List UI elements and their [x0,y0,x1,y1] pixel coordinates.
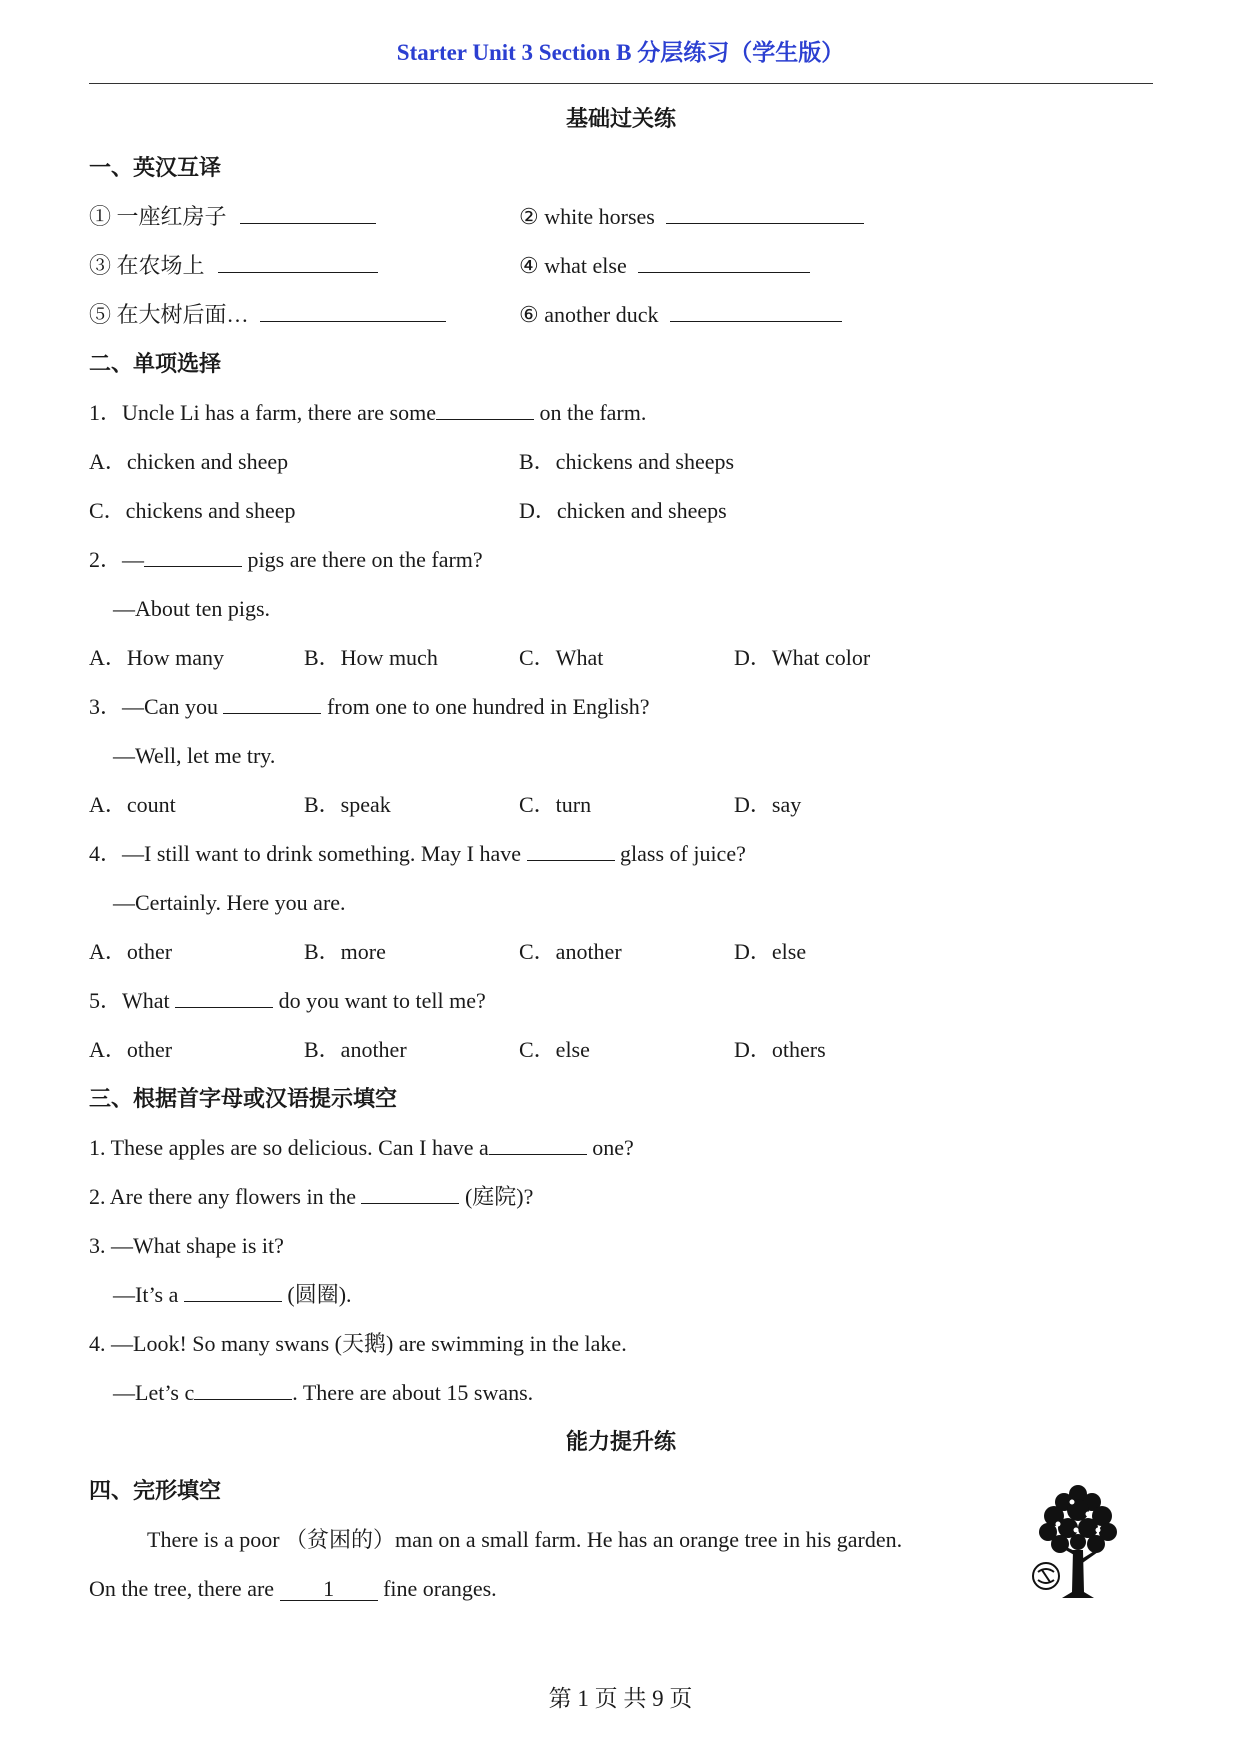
worksheet-body [89,94,1153,1613]
option-c[interactable]: C．another [519,939,622,964]
answer-blank[interactable] [260,320,446,322]
answer-blank[interactable] [144,565,242,567]
section-ability-title: 能力提升练 [565,1429,676,1454]
cloze-paragraph-line-1: There is a poor （贫困的）man on a small farm. He has an orange tree in his garden. [147,1527,903,1552]
option-a[interactable]: A．other [89,939,173,964]
option-b[interactable]: B．speak [304,792,391,817]
cloze-paragraph-line-2 [89,1564,1153,1613]
question-1 [89,388,1153,437]
question-text: 3．—Can you [89,694,224,719]
part1-item-3 [89,241,378,290]
part4-heading: 四、完形填空 [89,1478,222,1503]
option-a[interactable]: A．count [89,792,176,817]
cloze-blank-1[interactable]: 1 [280,1578,378,1601]
fill-question-4: 4. —Look! So many swans (天鹅) are swimming in the lake. [89,1331,627,1356]
part3-heading: 三、根据首字母或汉语提示填空 [89,1086,398,1111]
option-d[interactable]: D．chicken and sheeps [519,498,727,523]
question-text-end: pigs are there on the farm? [242,547,483,572]
section-basic-title: 基础过关练 [565,106,676,131]
answer-blank[interactable] [436,418,534,420]
fill-question-3-reply [89,1270,1153,1319]
page-header-title: Starter Unit 3 Section B 分层练习（学生版） [396,40,845,65]
question-4-reply: —Certainly. Here you are. [113,890,346,915]
item-number: ② [519,204,539,229]
question-5-options [89,1025,1153,1074]
answer-blank[interactable] [527,859,615,861]
question-4 [89,829,1153,878]
question-text: 1. These apples are so delicious. Can I have a [89,1135,489,1160]
option-d[interactable]: D．else [734,939,807,964]
item-number: ① [89,204,112,229]
answer-blank[interactable] [218,271,378,273]
part1-item-2 [519,192,864,241]
answer-blank[interactable] [223,712,321,714]
part1-item-1 [89,192,376,241]
reply-text-end: . There are about 15 swans. [292,1380,534,1405]
part1-item-6 [519,290,842,339]
item-number: ⑥ [519,302,539,327]
option-c[interactable]: C．chickens and sheep [89,498,296,523]
part1-item-5 [89,290,446,339]
option-a[interactable]: A．How many [89,645,225,670]
question-text-end: from one to one hundred in English? [321,694,650,719]
part1-row-1 [89,192,1153,241]
answer-blank[interactable] [240,222,376,224]
question-3-options [89,780,1153,829]
question-3-reply: —Well, let me try. [113,743,276,768]
option-d[interactable]: D．say [734,792,802,817]
question-text-end: do you want to tell me? [273,988,486,1013]
item-text: what else [544,253,627,278]
question-2-reply: —About ten pigs. [113,596,271,621]
part1-item-4 [519,241,810,290]
option-c[interactable]: C．turn [519,792,592,817]
question-1-options-row-2 [89,486,1153,535]
item-text: 一座红房子 [116,204,227,229]
option-b[interactable]: B．chickens and sheeps [519,449,735,474]
item-number: ⑤ [89,302,112,327]
question-text-end: on the farm. [533,400,647,425]
fill-question-3: 3. —What shape is it? [89,1233,284,1258]
question-text: 4．—I still want to drink something. May I have [89,841,527,866]
question-2-options [89,633,1153,682]
answer-blank[interactable] [666,222,864,224]
answer-blank[interactable] [194,1398,292,1400]
option-b[interactable]: B．How much [304,645,438,670]
tree-illustration [1028,1480,1128,1604]
answer-blank[interactable] [361,1202,459,1204]
option-d[interactable]: D．What color [734,645,871,670]
question-text-end: (庭院)? [459,1184,534,1209]
question-text-end: glass of juice? [614,841,746,866]
answer-blank[interactable] [184,1300,282,1302]
part2-heading: 二、单项选择 [89,351,222,376]
paragraph-text-end: fine oranges. [377,1576,497,1601]
item-text: 在大树后面… [116,302,249,327]
question-text: 1．Uncle Li has a farm, there are some [89,400,436,425]
paragraph-text: On the tree, there are [89,1576,280,1601]
reply-text-end: (圆圈). [281,1282,352,1307]
reply-text: —Let’s c [113,1380,195,1405]
item-number: ③ [89,253,112,278]
answer-blank[interactable] [638,271,810,273]
option-b[interactable]: B．more [304,939,386,964]
item-number: ④ [519,253,539,278]
option-c[interactable]: C．else [519,1037,590,1062]
fill-question-1 [89,1123,1153,1172]
item-text: white horses [544,204,655,229]
question-1-options-row-1 [89,437,1153,486]
answer-blank[interactable] [489,1153,587,1155]
question-3 [89,682,1153,731]
fill-question-4-reply [89,1368,1153,1417]
fill-question-2 [89,1172,1153,1221]
question-text-end: one? [586,1135,634,1160]
question-5 [89,976,1153,1025]
option-d[interactable]: D．others [734,1037,826,1062]
part1-row-3 [89,290,1153,339]
item-text: another duck [544,302,659,327]
question-text: 2. Are there any flowers in the [89,1184,362,1209]
question-2 [89,535,1153,584]
item-text: 在农场上 [116,253,205,278]
option-b[interactable]: B．another [304,1037,407,1062]
answer-blank[interactable] [670,320,842,322]
question-4-options [89,927,1153,976]
option-a[interactable]: A．chicken and sheep [89,449,289,474]
part1-heading: 一、英汉互译 [89,155,222,180]
option-a[interactable]: A．other [89,1037,173,1062]
page-number-footer: 第 1 页 共 9 页 [548,1686,693,1711]
header-divider [89,83,1153,84]
question-text: 5．What [89,988,176,1013]
answer-blank[interactable] [175,1006,273,1008]
reply-text: —It’s a [113,1282,184,1307]
question-text: 2．— [89,547,145,572]
part1-row-2 [89,241,1153,290]
option-c[interactable]: C．What [519,645,604,670]
